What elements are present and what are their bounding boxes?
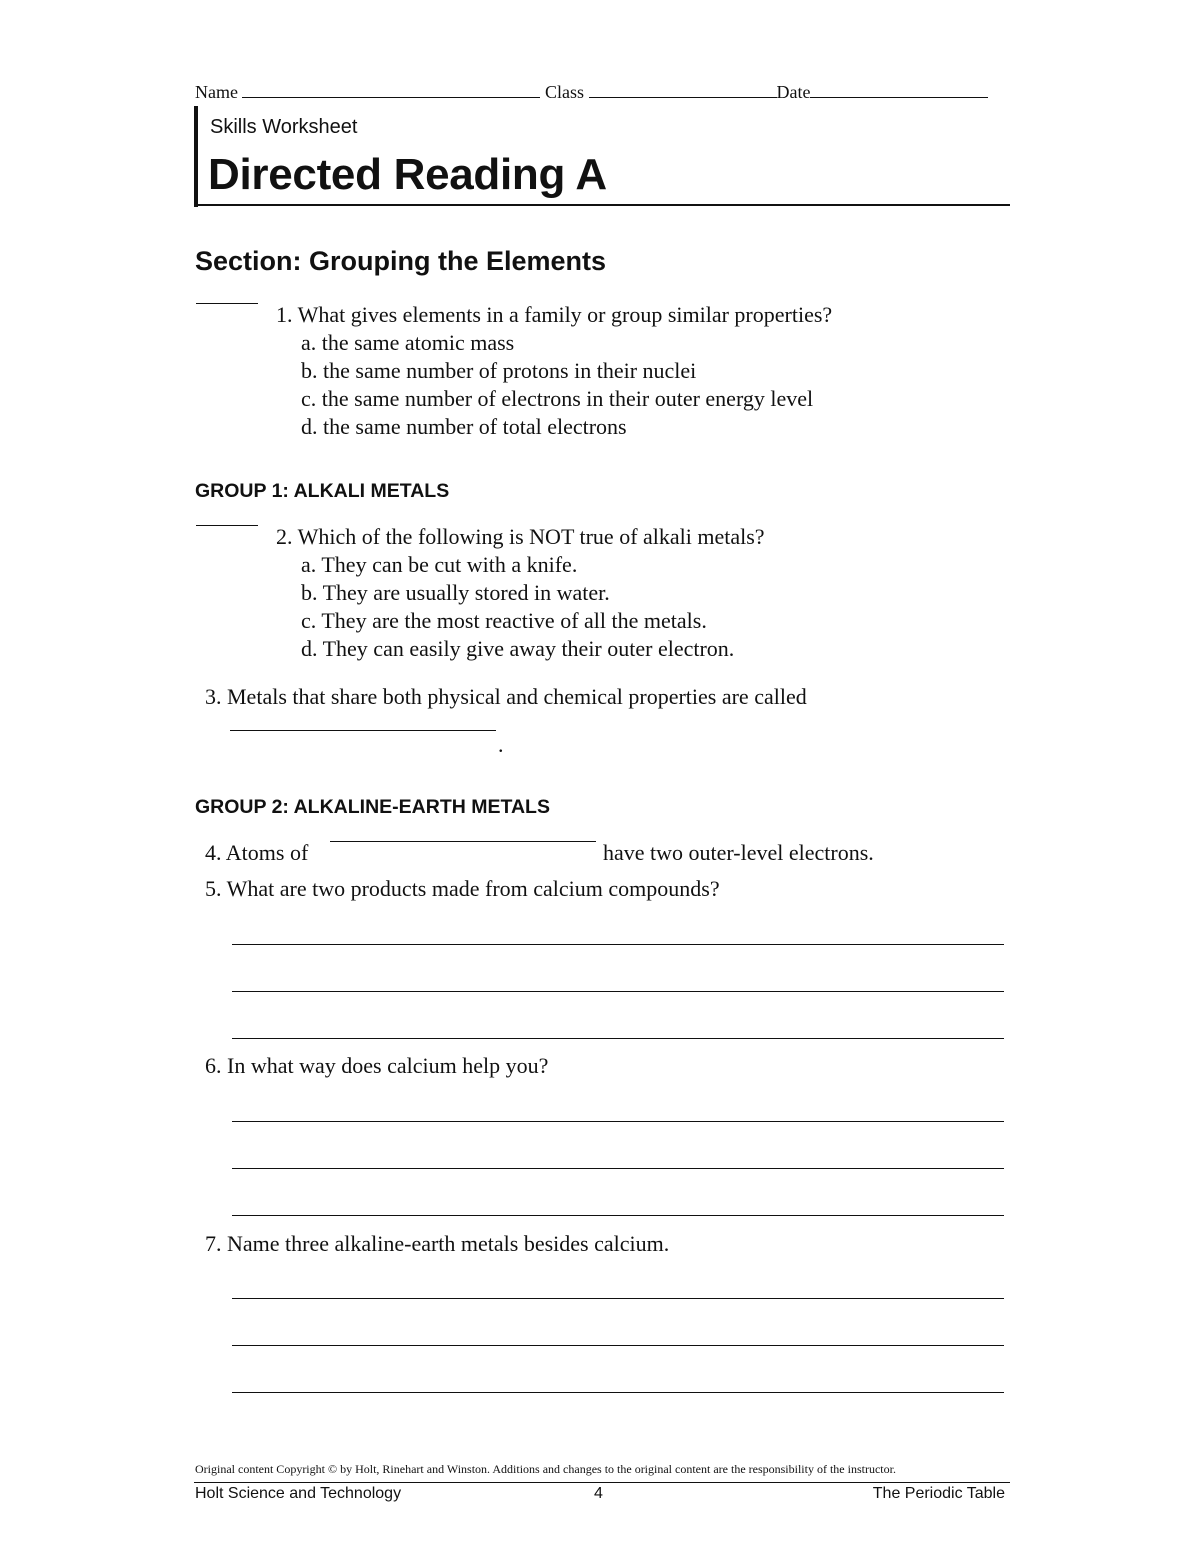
name-label: Name <box>195 82 238 102</box>
q1-option-a: a. the same atomic mass <box>301 330 515 355</box>
q4-answer-blank[interactable] <box>330 841 596 842</box>
date-label: Date <box>776 82 811 102</box>
q5-answer-line-3[interactable] <box>232 1038 1004 1039</box>
q7-stem: 7. Name three alkaline-earth metals besides calcium. <box>205 1231 670 1256</box>
q2-option-c: c. They are the most reactive of all the metals. <box>301 608 707 633</box>
q6-answer-line-1[interactable] <box>232 1121 1004 1122</box>
class-field[interactable] <box>589 82 777 98</box>
q1-option-c: c. the same number of electrons in their outer energy level <box>301 386 814 411</box>
page-title: Directed Reading A <box>208 150 607 199</box>
page-number: 4 <box>594 1485 603 1502</box>
q5-answer-line-2[interactable] <box>232 991 1004 992</box>
q4-before: 4. Atoms of <box>205 840 309 865</box>
section-title: Section: Grouping the Elements <box>195 246 607 276</box>
q1-option-d: d. the same number of total electrons <box>301 414 627 439</box>
q6-stem: 6. In what way does calcium help you? <box>205 1053 549 1078</box>
name-field[interactable] <box>242 82 540 98</box>
q7-answer-line-2[interactable] <box>232 1345 1004 1346</box>
q1-option-b: b. the same number of protons in their nuclei <box>301 358 697 383</box>
worksheet-kicker: Skills Worksheet <box>210 116 358 138</box>
group1-heading: GROUP 1: ALKALI METALS <box>195 480 450 502</box>
footer-chapter: The Periodic Table <box>872 1485 1005 1502</box>
q2-option-a: a. They can be cut with a knife. <box>301 552 578 577</box>
q3-answer-blank[interactable] <box>230 730 496 731</box>
title-left-bar <box>194 106 198 207</box>
q7-answer-line-1[interactable] <box>232 1298 1004 1299</box>
q2-answer-blank[interactable] <box>196 525 258 526</box>
q4-after: have two outer-level electrons. <box>603 840 874 865</box>
q5-stem: 5. What are two products made from calcium compounds? <box>205 876 720 901</box>
q6-answer-line-2[interactable] <box>232 1168 1004 1169</box>
date-field[interactable] <box>810 82 988 98</box>
q6-answer-line-3[interactable] <box>232 1215 1004 1216</box>
q2-option-d: d. They can easily give away their outer electron. <box>301 636 735 661</box>
class-label: Class <box>544 82 584 102</box>
q2-stem: 2. Which of the following is NOT true of alkali metals? <box>276 524 765 549</box>
copyright-notice: Original content Copyright © by Holt, Rinehart and Winston. Additions and changes to the original content are the responsibility of the instructor. <box>195 1462 896 1476</box>
q2-option-b: b. They are usually stored in water. <box>301 580 610 605</box>
header-fields <box>195 82 988 103</box>
title-underline <box>194 204 1010 206</box>
q7-answer-line-3[interactable] <box>232 1392 1004 1393</box>
footer-publisher: Holt Science and Technology <box>195 1485 402 1502</box>
q1-answer-blank[interactable] <box>196 303 258 304</box>
footer-rule <box>194 1482 1010 1483</box>
q5-answer-line-1[interactable] <box>232 944 1004 945</box>
q3-period: . <box>498 732 504 757</box>
q3-stem: 3. Metals that share both physical and chemical properties are called <box>205 684 807 709</box>
group2-heading: GROUP 2: ALKALINE-EARTH METALS <box>195 796 550 818</box>
q1-stem: 1. What gives elements in a family or group similar properties? <box>276 302 833 327</box>
